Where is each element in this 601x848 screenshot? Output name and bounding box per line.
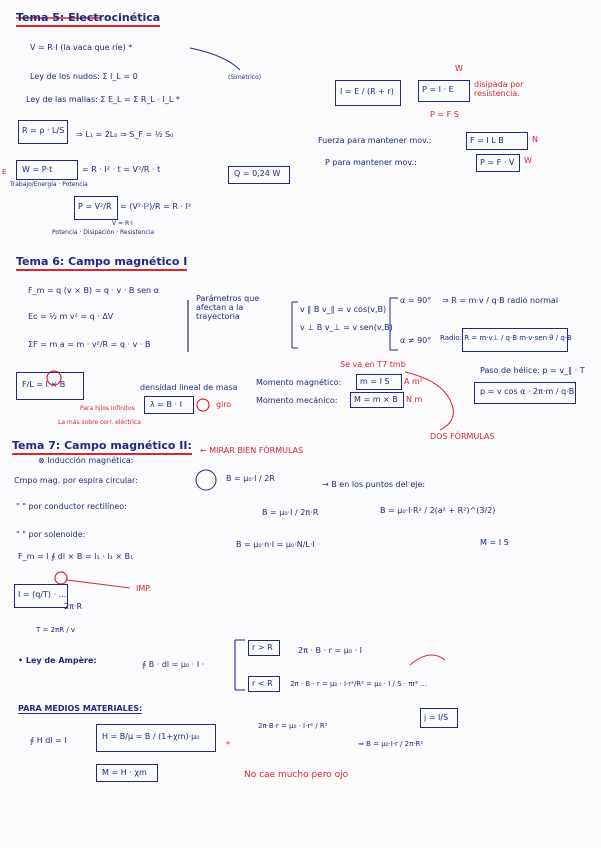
star-marker: * xyxy=(226,740,230,749)
solenoid-formula: B = μ₀·n·I = μ₀·N/L·I xyxy=(236,540,315,549)
b-inside: 2π·B·r = μ₀ · I·r² / R² xyxy=(258,722,328,730)
t7-note: Se va en T7 tmb xyxy=(340,360,406,369)
alpha-90: α = 90° xyxy=(400,296,432,305)
force-unit: N xyxy=(532,135,538,144)
lambda-formula: λ = B · I xyxy=(150,400,182,409)
resistance-note: ⇒ L₁ = 2L₀ ⇒ S_F = ½ S₀ xyxy=(76,130,174,139)
radius-normal: ⇒ R = m·v / q·B radio normal xyxy=(442,296,559,305)
alpha-not-90: α ≠ 90° xyxy=(400,336,432,345)
power-mov-unit: W xyxy=(524,156,532,165)
current-period: I = (q/T) · ... xyxy=(18,590,67,599)
work-formula-2: = R · I² · t = V²/R · t xyxy=(82,165,161,174)
kirchhoff-loops: Ley de las mallas: Σ E_L = Σ R_L · I_L * xyxy=(26,95,180,104)
tema6-title: Tema 6: Campo magnético I xyxy=(16,256,187,269)
materials-title: PARA MEDIOS MATERIALES: xyxy=(18,704,143,713)
energy-marker: E xyxy=(2,168,7,176)
hilos-note: Para hilos infinitos xyxy=(80,405,135,412)
radius-helix: Radio: R = m·v⊥ / q·B m·v·sen θ / q·B xyxy=(440,334,572,342)
two-formulas-note: DOS FÓRMULAS xyxy=(430,432,495,441)
circular-loop-label: Cmpo mag. por espira circular: xyxy=(14,476,138,485)
work-subnote: Trabajo/Energía · Potencia xyxy=(10,181,88,188)
r-greater-formula: 2π · B · r = μ₀ · I xyxy=(298,646,363,655)
parallel-v: v ∥ B v_∥ = v cos(v,B) xyxy=(300,305,387,314)
period-formula: T = 2πR / v xyxy=(36,626,76,634)
b-inside-result: ⇒ B = μ₀·I·r / 2π·R² xyxy=(358,740,424,748)
power-formula: P = V²/R xyxy=(78,202,112,211)
solenoid-label: " " por solenoide: xyxy=(16,530,86,539)
tema5-title: Tema 5: Electrocinética xyxy=(16,12,160,25)
mech-moment: M = m × B xyxy=(354,395,398,404)
corr-note: La más sobre corr. eléctrica xyxy=(58,419,141,426)
power-fs: P = F S xyxy=(430,110,459,119)
magnetic-moment-label: Momento magnético: xyxy=(256,378,342,387)
kinetic-energy: Ec = ½ m v² = q · ΔV xyxy=(28,312,114,321)
power-sub-1: V = R·I xyxy=(112,220,133,227)
tema7-title: Tema 7: Campo magnético II: xyxy=(12,440,192,453)
straight-wire-label: " " por conductor rectilíneo: xyxy=(16,502,127,511)
check-formulas-note: ← MIRAR BIEN FÓRMULAS xyxy=(200,446,304,455)
mech-moment-label: Momento mecánico: xyxy=(256,396,338,405)
kirchhoff-nodes: Ley de los nudos: Σ I_L = 0 xyxy=(30,72,138,81)
circular-loop-formula: B = μ₀·I / 2R xyxy=(226,474,275,483)
magnetic-force-integral: F_m = I ∮ dl × B = I₁ · l₁ × B₁ xyxy=(18,552,134,561)
magnetic-moment-unit: A m² xyxy=(404,377,424,386)
power-sub-2: Potencia · Disipación · Resistencia xyxy=(52,229,155,236)
linear-density: densidad lineal de masa xyxy=(140,383,238,392)
dissipated-note: disipada por resistencia. xyxy=(474,80,524,99)
perp-v: v ⊥ B v_⊥ = v sen(v,B) xyxy=(300,323,393,332)
work-formula: W = P·t xyxy=(22,165,53,174)
current-formula: I = E / (R + r) xyxy=(340,87,394,96)
current-denom: 2π·R xyxy=(64,602,83,611)
mech-moment-unit: N m xyxy=(406,395,423,404)
axis-points-label: → B en los puntos del eje: xyxy=(322,480,426,489)
h-formula: H = B/μ = B / (1+χm)·μ₀ xyxy=(102,732,200,741)
lorentz-force: F_m = q (v × B) = q · v · B sen α xyxy=(28,286,159,295)
magnetic-moment-2: M = I S xyxy=(480,538,509,547)
ampere-label: • Ley de Ampère: xyxy=(18,656,97,665)
giro-note: giro xyxy=(216,400,232,409)
power-ie-formula: P = I · E xyxy=(422,85,454,94)
pitch-formula: p = v cos α · 2π·m / q·B xyxy=(480,387,575,396)
resistance-formula: R = ρ · L/S xyxy=(22,126,65,135)
r-less-formula: 2π · B · r = μ₀ · I·r²/R² = μ₀ · I / S · πr² ... xyxy=(290,680,427,688)
careful-note: No cae mucho pero ojo xyxy=(244,770,349,780)
straight-wire-formula: B = μ₀·I / 2π·R xyxy=(262,508,319,517)
ohm-law: V = R·I (la vaca que ríe) * xyxy=(30,43,133,52)
r-less: r < R xyxy=(252,679,273,688)
params-label: Parámetros que afectan a la trayectoria xyxy=(196,294,260,322)
newton-law: ΣF = m a = m · v²/R = q · v · B xyxy=(28,340,151,349)
induction-label: ⊗ Inducción magnética: xyxy=(38,456,134,465)
power-mov-formula: P = F · V xyxy=(480,158,515,167)
helix-pitch: Paso de hélice: p = v_∥ · T xyxy=(480,366,585,375)
heat-formula: Q = 0,24 W xyxy=(234,169,281,178)
power-unit: W xyxy=(455,64,463,73)
kirchhoff-note: (Simétrico) xyxy=(228,74,262,81)
force-formula: F = I L B xyxy=(470,136,504,145)
power-formula-2: = (V²·I²)/R = R · I² xyxy=(120,202,192,211)
power-mov-label: P para mantener mov.: xyxy=(325,158,417,167)
axis-formula: B = μ₀·I·R² / 2(a² + R²)^(3/2) xyxy=(380,506,496,515)
magnetic-moment: m = I S xyxy=(360,377,390,386)
h-integral: ∮ H dl = I xyxy=(30,736,67,745)
wire-force: F/L = I × B xyxy=(22,380,66,389)
r-greater: r > R xyxy=(252,643,273,652)
j-formula: j = I/S xyxy=(424,713,449,722)
force-label: Fuerza para mantener mov.: xyxy=(318,136,432,145)
important-note: IMP. xyxy=(136,584,152,593)
ampere-formula: ∮ B · dl = μ₀ · I · xyxy=(142,660,205,669)
m-formula: M = H · χm xyxy=(102,768,147,777)
